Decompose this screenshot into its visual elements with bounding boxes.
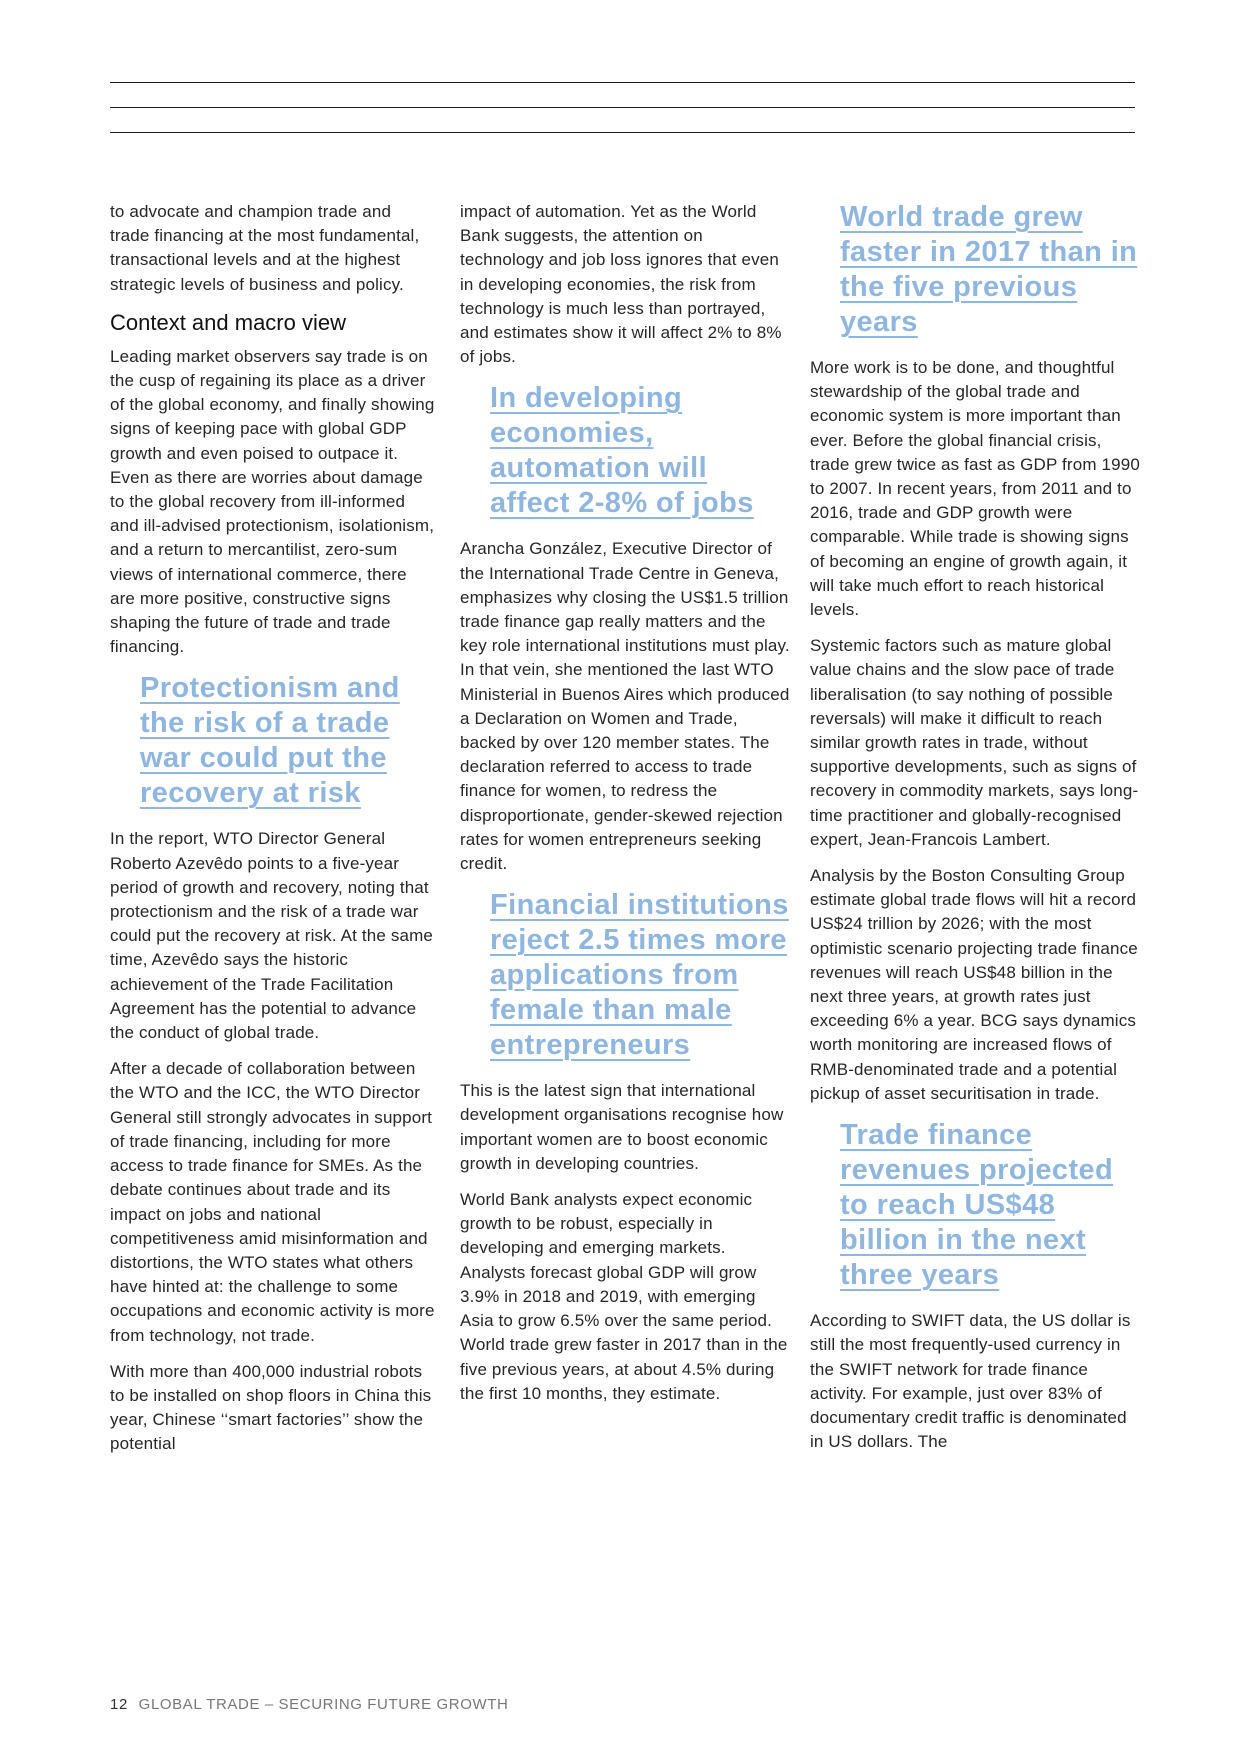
paragraph: More work is to be done, and thoughtful stewardship of the global trade and economic system is more important than ever. Before the global financial crisis, trade grew twice as fast as GDP from 1990 to 2007. In recent years, from 2011 and to 2016, trade and GDP growth were comparable. While trade is showing signs of becoming an engine of growth again, it will take much effort to reach historical levels. [810,358,1140,620]
section-heading: Context and macro view [110,309,346,335]
column-2 [460,200,790,1418]
column-1 [110,200,435,1469]
header-rule-2 [110,107,1135,108]
paragraph: impact of automation. Yet as the World Bank suggests, the attention on technology and job loss ignores that even in developing economies, the risk from technology is much less than portrayed, and estimates show it will affect 2% to 8% of jobs. [460,202,782,367]
paragraph: to advocate and champion trade and trade financing at the most fundamental, transactional levels and at the highest strategic levels of business and policy. [110,202,420,294]
paragraph: After a decade of collaboration between the WTO and the ICC, the WTO Director General still strongly advocates in support of trade financing, including for more access to trade finance for SMEs. As the debate continues about trade and its impact on jobs and national competitiveness amid misinformation and distortions, the WTO states what others have hinted at: the challenge to some occupations and economic activity is more from technology, not trade. [110,1059,435,1345]
paragraph: Arancha González, Executive Director of the International Trade Centre in Geneva, emphasizes why closing the US$1.5 trillion trade finance gap really matters and the key role international institutions must play. In that vein, she mentioned the last WTO Ministerial in Buenos Aires which produced a Declaration on Women and Trade, backed by over 120 member states. The declaration referred to access to trade finance for women, to redress the disproportionate, gender-skewed rejection rates for women entrepreneurs seeking credit. [460,539,790,874]
header-rule-3 [110,132,1135,133]
pull-quote: In developing economies, automation will affect 2-8% of jobs [490,382,754,520]
paragraph: World Bank analysts expect economic growth to be robust, especially in developing and emerging markets. Analysts forecast global GDP will grow 3.9% in 2018 and 2019, with emerging Asia to grow 6.5% over the same period. World trade grew faster in 2017 than in the five previous years, at about 4.5% during the first 10 months, they estimate. [460,1190,788,1403]
paragraph: Systemic factors such as mature global value chains and the slow pace of trade liberalisation (to say nothing of possible reversals) will make it difficult to reach similar growth rates in trade, without supportive developments, such as signs of recovery in commodity markets, says long-time practitioner and globally-recognised expert, Jean-Francois Lambert. [810,636,1139,849]
paragraph: According to SWIFT data, the US dollar is still the most frequently-used currency in the SWIFT network for trade finance activity. For example, just over 83% of documentary credit traffic is denominated in US dollars. The [810,1311,1131,1452]
publication-title: GLOBAL TRADE – SECURING FUTURE GROWTH [138,1696,509,1713]
pull-quote: Protectionism and the risk of a trade war could put the recovery at risk [140,672,400,810]
paragraph: Leading market observers say trade is on the cusp of regaining its place as a driver of the global economy, and finally showing signs of keeping pace with global GDP growth and even poised to outpace it. Even as there are worries about damage to the global recovery from ill-informed and ill-advised protectionism, isolationism, and a return to mercantilist, zero-sum views of international commerce, there are more positive, constructive signs shaping the future of trade and trade financing. [110,346,435,657]
header-rule-1 [110,82,1135,83]
pull-quote: Trade finance revenues projected to reach US$48 billion in the next three years [840,1119,1114,1292]
paragraph: With more than 400,000 industrial robots to be installed on shop floors in China this year, Chinese ‘‘smart factories’’ show the potential [110,1361,432,1454]
column-3 [810,200,1140,1466]
paragraph: Analysis by the Boston Consulting Group estimate global trade flows will hit a record US$24 trillion by 2026; with the most optimistic scenario projecting trade finance revenues will reach US$48 billion in the next three years, at growth rates just exceeding 6% a year. BCG says dynamics worth monitoring are increased flows of RMB-denominated trade and a potential pickup of asset securitisation in trade. [810,866,1138,1103]
paragraph: In the report, WTO Director General Roberto Azevêdo points to a five-year period of growth and recovery, noting that protectionism and the risk of a trade war could put the recovery at risk. At the same time, Azevêdo says the historic achievement of the Trade Facilitation Agreement has the potential to advance the conduct of global trade. [110,829,433,1043]
pull-quote: Financial institutions reject 2.5 times more applications from female than male entrepreneurs [490,889,789,1062]
page-footer [110,1696,508,1713]
paragraph: This is the latest sign that international development organisations recognise how important women are to boost economic growth in developing countries. [460,1081,784,1173]
pull-quote: World trade grew faster in 2017 than in the five previous years [840,201,1138,338]
page-number: 12 [110,1696,128,1713]
